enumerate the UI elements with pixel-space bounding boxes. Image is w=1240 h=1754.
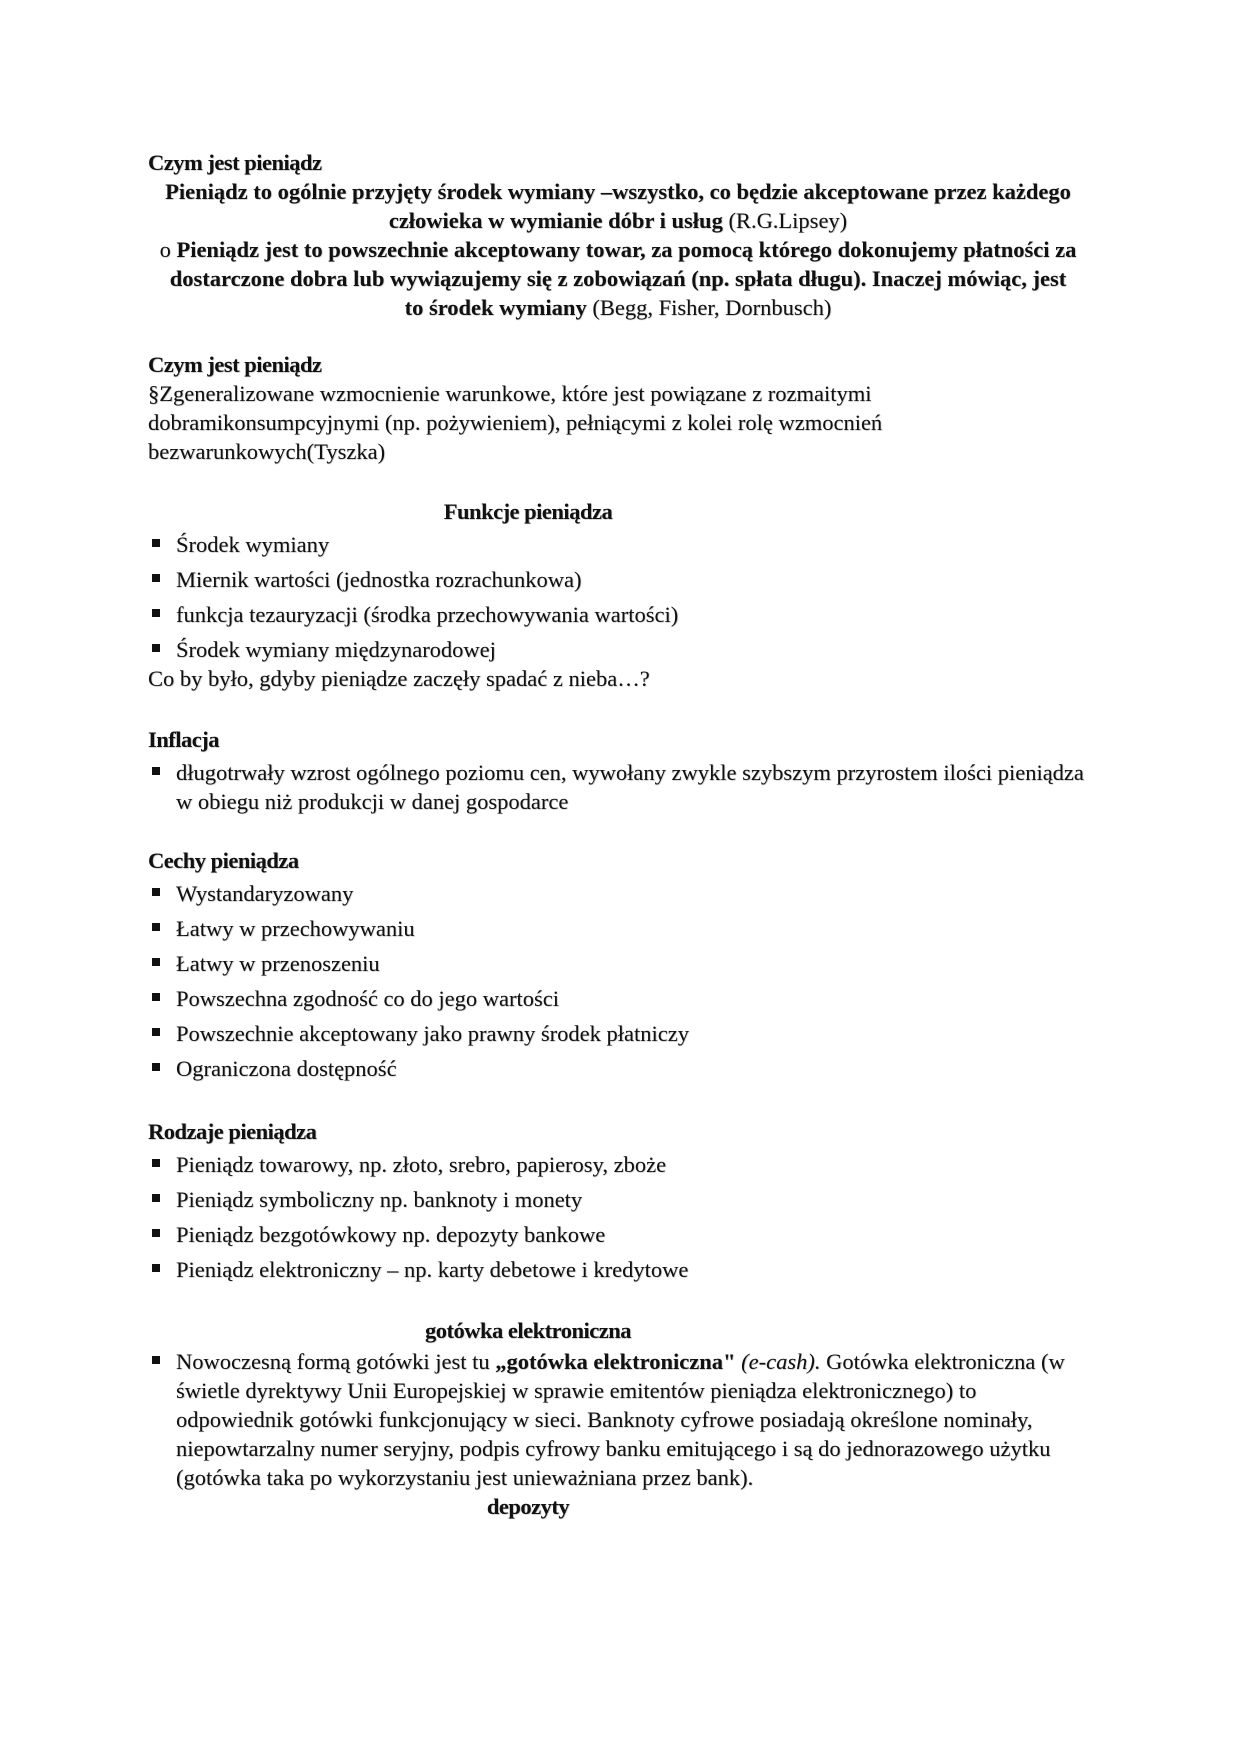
heading: Czym jest pieniądz xyxy=(148,352,322,377)
list-item: Pieniądz elektroniczny – np. karty debetowe i kredytowe xyxy=(148,1255,1088,1290)
list-item: Powszechnie akceptowany jako prawny środek płatniczy xyxy=(148,1019,1088,1054)
heading: Cechy pieniądza xyxy=(148,848,299,873)
list-item: Łatwy w przechowywaniu xyxy=(148,914,1088,949)
list-item: Pieniądz symboliczny np. banknoty i monety xyxy=(148,1185,1088,1220)
functions-list xyxy=(148,530,1088,664)
heading: Czym jest pieniądz xyxy=(148,150,322,175)
definition-lipsey: Pieniądz to ogólnie przyjęty środek wymiany –wszystko, co będzie akceptowane przez każdego człowieka w wymianie dóbr i usług (R.G.Lipsey) xyxy=(165,179,1071,233)
heading: Funkcje pieniądza xyxy=(443,499,613,524)
features-list xyxy=(148,879,1088,1089)
inflation-list xyxy=(148,758,1088,816)
list-item: Pieniądz bezgotówkowy np. depozyty bankowe xyxy=(148,1220,1088,1255)
heading-deposits: depozyty xyxy=(486,1494,570,1519)
section-features xyxy=(148,846,1088,1089)
ecash-list xyxy=(148,1347,1088,1492)
definition-tyszka: §Zgeneralizowane wzmocnienie warunkowe, które jest powiązane z rozmaitymi dobramikonsumpcyjnymi (np. pożywieniem), pełniącymi z kolei rolę wzmocnień bezwarunkowych(Tyszka) xyxy=(148,381,883,464)
section-ecash xyxy=(148,1316,1088,1521)
question: Co by było, gdyby pieniądze zaczęły spadać z nieba…? xyxy=(148,666,650,691)
list-item: Wystandaryzowany xyxy=(148,879,1088,914)
list-item: funkcja tezauryzacji (środka przechowywania wartości) xyxy=(148,600,1088,635)
types-list xyxy=(148,1150,1088,1290)
list-item: Środek wymiany xyxy=(148,530,1088,565)
list-item: Powszechna zgodność co do jego wartości xyxy=(148,984,1088,1019)
list-item: Środek wymiany międzynarodowej xyxy=(148,635,1088,664)
list-item: Pieniądz towarowy, np. złoto, srebro, papierosy, zboże xyxy=(148,1150,1088,1185)
section-functions xyxy=(148,497,1088,693)
list-item: Łatwy w przenoszeniu xyxy=(148,949,1088,984)
section-inflation xyxy=(148,725,1088,816)
list-item: Nowoczesną formą gotówki jest tu „gotówka elektroniczna" (e-cash). Gotówka elektroniczna (w świetle dyrektywy Unii Europejskiej w sprawie emitentów pieniądza elektronicznego) to odpowiednik gotówki funkcjonujący w sieci. Banknoty cyfrowe posiadają określone nominały, niepowtarzalny numer seryjny, podpis cyfrowy banku emitującego i są do jednorazowego użytku (gotówka taka po wykorzystaniu jest unieważniana przez bank). xyxy=(148,1347,1088,1492)
list-item: Ograniczona dostępność xyxy=(148,1054,1088,1089)
heading: Rodzaje pieniądza xyxy=(148,1119,317,1144)
definition-begg: o Pieniądz jest to powszechnie akceptowany towar, za pomocą którego dokonujemy płatności za dostarczone dobra lub wywiązujemy się z zobowiązań (np. spłata długu). Inaczej mówiąc, jest to środek wymiany (Begg, Fisher, Dornbusch) xyxy=(159,237,1077,320)
list-item: długotrwały wzrost ogólnego poziomu cen, wywołany zwykle szybszym przyrostem ilości pieniądza w obiegu niż produkcji w danej gospodarce xyxy=(148,758,1088,816)
section-types xyxy=(148,1117,1088,1290)
heading: gotówka elektroniczna xyxy=(425,1318,631,1343)
heading: Inflacja xyxy=(148,727,219,752)
list-item: Miernik wartości (jednostka rozrachunkowa) xyxy=(148,565,1088,600)
section-what-is-money-2 xyxy=(148,350,1088,466)
section-what-is-money-1 xyxy=(148,148,1088,322)
